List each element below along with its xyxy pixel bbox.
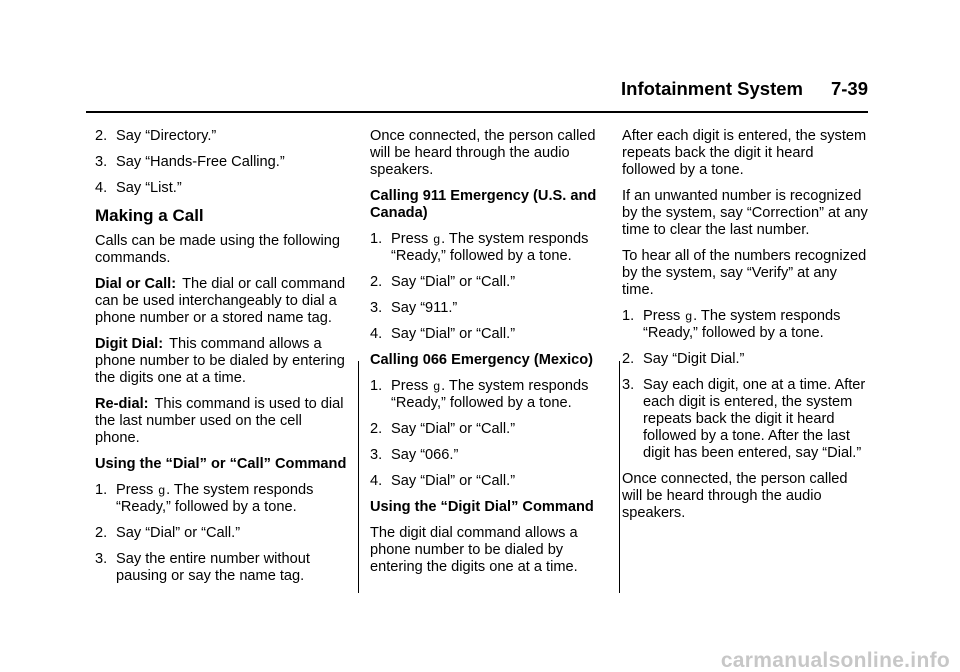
definition-redial: Re-dial: This command is used to dial the last number used on the cell phone.	[95, 396, 344, 446]
subheading: Calling 066 Emergency (Mexico)	[370, 352, 594, 368]
definition-dial: Dial or Call: The dial or call command can be used interchangeably to dial a phone number or a stored name tag.	[95, 276, 346, 326]
list-item: 1. Press ɡ. The system responds “Ready,” followed by a tone.	[370, 231, 589, 264]
list-item: 3. Say “911.”	[370, 300, 458, 316]
column-1	[95, 128, 347, 594]
list-item: 2. Say “Dial” or “Call.”	[370, 421, 516, 437]
column-3	[622, 128, 868, 531]
list-item: 4. Say “Dial” or “Call.”	[370, 473, 516, 489]
list-item: 2. Say “Dial” or “Call.”	[370, 274, 516, 290]
paragraph: To hear all of the numbers recognized by the system, say “Verify” at any time.	[622, 248, 867, 298]
list-item: 2. Say “Dial” or “Call.”	[95, 525, 241, 541]
phone-icon: ɡ	[433, 379, 441, 393]
definition-digit-dial: Digit Dial: This command allows a phone number to be dialed by entering the digits one at a time.	[95, 336, 345, 386]
list-item: 1. Press ɡ. The system responds “Ready,” followed by a tone.	[622, 308, 841, 341]
list-item: 3. Say the entire number without pausing or say the name tag.	[95, 551, 310, 584]
page-header	[606, 80, 868, 108]
paragraph: The digit dial command allows a phone number to be dialed by entering the digits one at a time.	[370, 525, 578, 575]
phone-icon: ɡ	[158, 483, 166, 497]
paragraph: Calls can be made using the following commands.	[95, 233, 340, 266]
column-divider	[619, 361, 620, 593]
column-2	[370, 128, 610, 585]
list-item: 1. Press ɡ. The system responds “Ready,” followed by a tone.	[95, 482, 314, 515]
list-item: 3. Say each digit, one at a time. After each digit is entered, the system repeats back the digit it heard followed by a tone. After the last digit has been entered, say “Dial.”	[622, 377, 866, 461]
header-rule	[86, 111, 868, 113]
column-divider	[358, 361, 359, 593]
list-item: 4. Say “Dial” or “Call.”	[370, 326, 516, 342]
list-item: 3. Say “066.”	[370, 447, 459, 463]
list-item: 2. Say “Digit Dial.”	[622, 351, 745, 367]
paragraph: If an unwanted number is recognized by the system, say “Correction” at any time to clear the last number.	[622, 188, 868, 238]
paragraph: Once connected, the person called will be heard through the audio speakers.	[370, 128, 596, 178]
list-item: 1. Press ɡ. The system responds “Ready,” followed by a tone.	[370, 378, 589, 411]
watermark: carmanualsonline.info	[720, 649, 950, 672]
section-heading: Making a Call	[95, 206, 204, 225]
section-title: Infotainment System	[621, 78, 803, 99]
phone-icon: ɡ	[685, 309, 693, 323]
subheading: Using the “Dial” or “Call” Command	[95, 456, 347, 472]
phone-icon: ɡ	[433, 232, 441, 246]
list-item: 2. Say “Directory.”	[95, 128, 217, 144]
page-number: 7-39	[830, 78, 868, 99]
list-item: 4. Say “List.”	[95, 180, 182, 196]
paragraph: Once connected, the person called will be heard through the audio speakers.	[622, 471, 848, 521]
subheading: Using the “Digit Dial” Command	[370, 499, 594, 515]
list-item: 3. Say “Hands-Free Calling.”	[95, 154, 285, 170]
subheading: Calling 911 Emergency (U.S. and Canada)	[370, 188, 597, 221]
paragraph: After each digit is entered, the system repeats back the digit it heard followed by a tone.	[622, 128, 867, 178]
